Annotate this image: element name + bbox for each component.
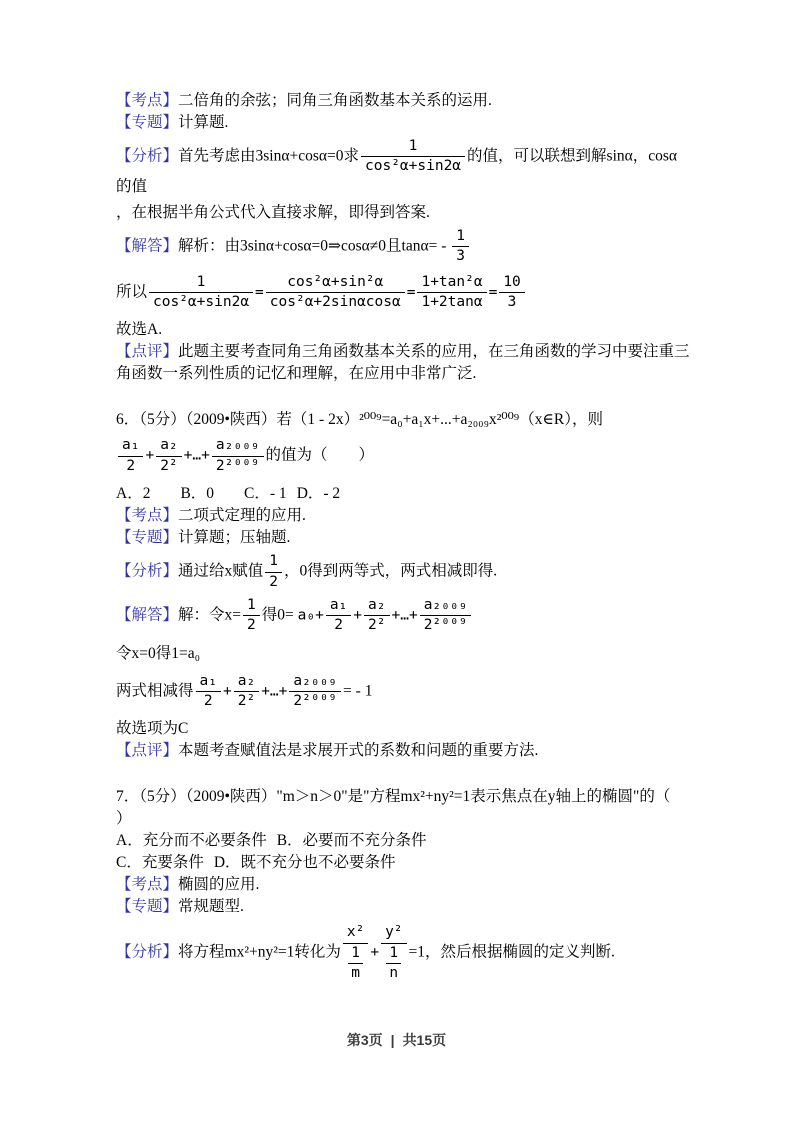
fraction-numerator: 1: [348, 945, 363, 964]
q6-sum-post: 的值为（ ）: [265, 446, 375, 464]
footer-page-total: 共15页: [402, 1032, 447, 1048]
fraction-numerator: 1+tan²α: [417, 274, 486, 293]
fraction: [265, 553, 282, 591]
fraction: [452, 228, 469, 266]
fraction-denominator: 2: [247, 617, 256, 634]
fraction-denominator: 2²: [368, 617, 386, 634]
plus-ellipsis: +…+: [261, 683, 288, 700]
q6-header-text: 6．（5分）（2009•陕西）若（1 - 2x）²⁰⁰⁹=a₀+a₁x+...+a₂₀₀₉x²⁰⁰⁹（x∈R），则: [116, 411, 604, 429]
fenxi-text-pre: 将方程mx²+ny²=1转化为: [178, 944, 341, 962]
fraction-numerator: a₁: [326, 597, 351, 616]
fraction-denominator: 2: [269, 573, 279, 590]
q5-fenxi-line2: [116, 202, 690, 224]
fraction: [234, 673, 259, 711]
section-spacer: [116, 762, 690, 786]
fraction-denominator: 2²⁰⁰⁹: [293, 693, 338, 710]
fraction-numerator: a₂: [364, 597, 389, 616]
fenxi-text-post: 然后根据椭圆的定义判断.: [440, 944, 615, 962]
choice-c: C．- 1: [244, 485, 287, 503]
fraction-denominator: 2: [126, 457, 136, 474]
q5-fenxi-line: [116, 138, 690, 198]
subtract-text-pre: 两式相减得: [116, 682, 194, 700]
equals-sign: =: [406, 284, 416, 301]
plus-sign: +: [370, 945, 380, 962]
fraction-numerator: a₁: [118, 437, 143, 456]
choice-d: D．既不充分也不必要条件: [213, 854, 396, 872]
kaodian-text: 二倍角的余弦；同角三角函数基本关系的运用.: [178, 92, 492, 109]
fraction-numerator: 1: [149, 274, 253, 293]
fenxi-text-pre: 通过给x赋值: [178, 562, 264, 580]
fraction-numerator: x²: [343, 924, 368, 943]
fraction: [343, 924, 368, 982]
fenxi-text-pre: 首先考虑由3sinα+cosα=0求: [178, 147, 359, 165]
fenxi-label: 【分析】: [116, 562, 179, 580]
q6-subtract-line: [116, 673, 690, 711]
fraction: [149, 274, 253, 312]
kaodian-label: 【考点】: [116, 507, 179, 525]
q6-zhuanti-line: [116, 527, 690, 549]
plus-sign: +: [145, 447, 155, 464]
fenxi-label: 【分析】: [116, 147, 179, 165]
fraction-denominator: 3: [507, 293, 517, 310]
fraction-denominator: 2²: [160, 457, 178, 474]
jieda-text-pre: 解：令x=: [178, 606, 242, 624]
fraction-denominator: cos²α+2sinαcosα: [269, 293, 401, 310]
q6-jieda-line: [116, 597, 690, 635]
jieda-label: 【解答】: [116, 606, 179, 624]
fraction-denominator: 2²⁰⁰⁹: [215, 457, 260, 474]
fraction-denominator: 2: [203, 693, 213, 710]
q5-jieda-line: [116, 228, 690, 266]
q6-fenxi-line: [116, 553, 690, 591]
fraction-numerator: 1: [386, 945, 401, 964]
q5-zhuanti-line: [116, 112, 690, 134]
choice-c: C．充要条件: [116, 854, 204, 872]
q5-kaodian-line: [116, 90, 690, 112]
section-spacer: [116, 385, 690, 409]
fraction: [266, 274, 405, 312]
fenxi-text-line2: ，在根据半角公式代入直接求解，即得到答案.: [116, 203, 430, 221]
q5-equation-line: [116, 274, 690, 312]
dianping-text: 此题主要考查同角三角函数基本关系的应用，在三角函数的学习中要注重三角函数一系列性质的记忆和理解，在应用中非常广泛.: [116, 343, 690, 383]
equals-sign: =: [488, 284, 498, 301]
choice-a: A．2: [116, 485, 151, 503]
suoyi-text: 所以: [116, 283, 148, 301]
fraction-denominator: 2²⁰⁰⁹: [423, 617, 468, 634]
fraction-numerator: 1: [452, 228, 469, 247]
choice-b: B．必要而不充分条件: [276, 832, 427, 850]
q7-header-line2: [116, 808, 690, 830]
choice-d: D．- 2: [296, 485, 341, 503]
q7-zhuanti-line: [116, 896, 690, 918]
fraction-denominator: 3: [456, 248, 465, 265]
q7-fenxi-line: [116, 924, 690, 982]
fraction: [361, 138, 465, 176]
q5-dianping-line: [116, 341, 690, 385]
q7-header-close-paren: ）: [116, 810, 132, 828]
fraction: [364, 597, 389, 635]
fraction-numerator: a₂₀₀₉: [289, 673, 341, 692]
q6-header-line: [116, 409, 690, 431]
fraction: [118, 437, 143, 475]
fraction-denominator: n: [389, 965, 399, 982]
page-content: [116, 90, 690, 989]
zhuanti-label: 【专题】: [116, 898, 179, 916]
choice-b: B．0: [180, 485, 215, 503]
dianping-text: 本题考查赋值法是求展开式的系数和问题的重要方法.: [178, 742, 539, 760]
conclusion-text: 故选A.: [116, 321, 163, 339]
fraction-numerator: cos²α+sin²α: [266, 274, 405, 293]
q5-conclusion-line: [116, 319, 690, 341]
fenxi-text-mid: =1，: [408, 944, 441, 962]
letx0-text: 令x=0得1=a₀: [116, 644, 201, 662]
fraction-denominator: [343, 944, 368, 983]
choice-a: A．充分而不必要条件: [116, 832, 267, 850]
fraction-numerator: y²: [381, 924, 406, 943]
zhuanti-label: 【专题】: [116, 529, 179, 547]
q6-kaodian-line: [116, 505, 690, 527]
dianping-label: 【点评】: [116, 742, 179, 760]
plus-sign: +: [353, 607, 363, 624]
q7-kaodian-line: [116, 874, 690, 896]
fraction: [417, 274, 486, 312]
fraction: [156, 437, 181, 475]
fraction-numerator: 1: [361, 138, 465, 157]
q6-choices-line: [116, 483, 690, 505]
q7-choices-row2: [116, 852, 690, 874]
fraction: [326, 597, 351, 635]
subtract-result: = - 1: [343, 682, 373, 700]
fraction: [243, 597, 260, 635]
plus-ellipsis: +…+: [391, 607, 418, 624]
jieda-a0-term: a₀+: [297, 607, 324, 624]
zhuanti-label: 【专题】: [116, 114, 179, 131]
kaodian-text: 椭圆的应用.: [178, 876, 260, 894]
fraction-denominator: cos²α+sin2α: [365, 158, 462, 175]
fraction: [289, 673, 341, 711]
q6-sum-line: [116, 437, 690, 475]
footer-page-number: 第3页: [346, 1032, 383, 1048]
q7-header-line: [116, 786, 690, 808]
fraction: [196, 673, 221, 711]
fraction-denominator: [381, 944, 406, 983]
fenxi-label: 【分析】: [116, 944, 179, 962]
fraction-numerator: a₂₀₀₉: [212, 437, 264, 456]
page-footer: [0, 1030, 793, 1050]
jieda-label: 【解答】: [116, 237, 179, 255]
jieda-text-mid: 得0=: [261, 606, 298, 624]
q6-conclusion-line: [116, 718, 690, 740]
kaodian-label: 【考点】: [116, 92, 179, 109]
kaodian-text: 二项式定理的应用.: [178, 507, 306, 525]
jieda-text-pre: 解析：由3sinα+cosα=0⇒cosα≠0且tanα= -: [178, 237, 451, 255]
fraction: [212, 437, 264, 475]
fraction-denominator: 2²: [237, 693, 256, 710]
fenxi-text-post: ，0得到两等式，两式相减即得.: [284, 562, 498, 580]
fraction-numerator: 10: [499, 274, 524, 293]
fraction-numerator: 1: [243, 597, 260, 616]
fraction: [348, 945, 363, 983]
zhuanti-text: 常规题型.: [178, 898, 244, 916]
q6-letx0-line: [116, 643, 690, 665]
fraction: [381, 924, 406, 982]
kaodian-label: 【考点】: [116, 876, 179, 894]
fraction-denominator: m: [351, 965, 360, 982]
q7-choices-row1: [116, 830, 690, 852]
zhuanti-text: 计算题.: [178, 114, 229, 131]
fraction-denominator: 1+2tanα: [421, 293, 483, 310]
equals-sign: =: [255, 284, 264, 301]
fraction-numerator: a₂: [234, 673, 259, 692]
fraction-numerator: a₂: [156, 437, 181, 456]
fraction: [386, 945, 401, 983]
fraction: [420, 597, 472, 635]
fraction-numerator: a₁: [196, 673, 221, 692]
q7-header-text: 7．（5分）（2009•陕西）"m＞n＞0"是"方程mx²+ny²=1表示焦点在y轴上的椭圆"的（: [116, 788, 671, 806]
fraction-denominator: cos²α+sin2α: [153, 293, 250, 310]
fraction: [499, 274, 524, 312]
dianping-label: 【点评】: [116, 343, 179, 361]
fraction-denominator: 2: [334, 617, 343, 634]
plus-ellipsis: +…+: [183, 447, 210, 464]
plus-sign: +: [222, 683, 232, 700]
fenxi-text-post: 的值，可以联想到解sinα，cosα的值: [116, 147, 678, 195]
fraction-numerator: a₂₀₀₉: [420, 597, 472, 616]
fraction-numerator: 1: [265, 553, 282, 572]
footer-separator: |: [390, 1032, 395, 1048]
zhuanti-text: 计算题；压轴题.: [178, 529, 291, 547]
conclusion-text: 故选项为C: [116, 720, 189, 738]
q6-dianping-line: [116, 740, 690, 762]
